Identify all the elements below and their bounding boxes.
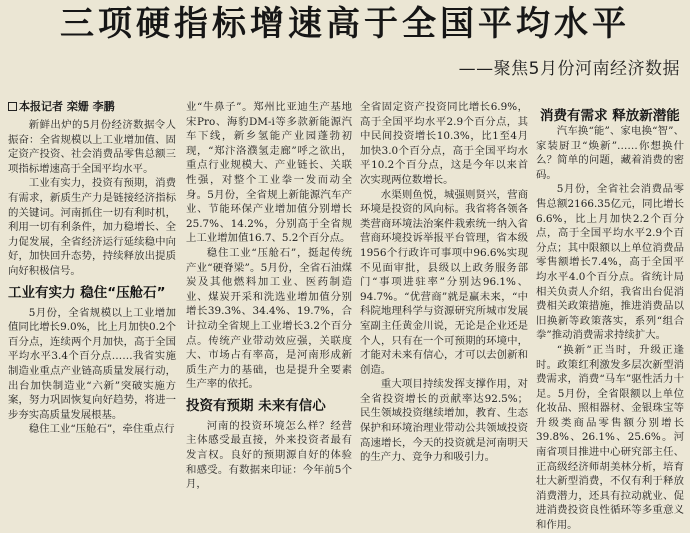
paragraph: 5月份，全省社会消费品零售总额2166.35亿元，同比增长6.6%，比上月加快2.2个百分点，高于全国平均水平2.9个百分点；其中限额以上单位消费品零售额增长7.4%，高于全国平均水平4.0个百分点。省统计局相关负责人介绍，我省出台促消费相关政策措施，推进消费品以旧换新等政策落实，系列“组合拳”推动消费需求持续扩大。 — [536, 183, 684, 342]
byline-text: 本报记者 栾姗 李鹏 — [19, 100, 115, 113]
byline — [8, 99, 178, 115]
paragraph: 5月份，全省规模以上工业增加值同比增长9.0%，比上月加快0.2个百分点，连续两个月加快，高于全国平均水平3.4个百分点……我省实施制造业重点产业链高质量发展行动，出台加快制造业“六新”突破实施方案，努力巩固恢复向好趋势，将进一步夯实高质量发展根基。 — [8, 306, 176, 421]
paragraph: 汽车换“能”、家电换“智”、家装厨卫“焕新”……你想换什么？简单的问题，藏着消费的密码。 — [536, 125, 684, 181]
paragraph: 新鲜出炉的5月份经济数据令人振奋：全省规模以上工业增加值、固定资产投资、社会消费品零售总额三项指标增速高于全国平均水平。 — [8, 119, 176, 175]
paragraph: 水渠则鱼悦，城强则贤兴，营商环境是投资的风向标。我省将各领各类营商环境法治案件栽索统一纳入省营商环境投诉举报平台管理，省本级1956个行政许可事项中96.6%实现不见面审批，县级以上政务服务部门“事项进驻率”分别达96.1%、94.7%。“优营商”就是赢未来，“中科院地理科学与资源研究所城市发展室副主任黄金川说，无论是企业还是个人，只有在一个可预期的环境中，才能对未来有信心，才可以去创新和创造。 — [360, 188, 528, 376]
paragraph: 全省固定资产投资同比增长6.9%，高于全国平均水平2.9个百分点，其中民间投资增长10.3%，比1至4月加快3.0个百分点，高于全国平均水平10.2个百分点，这是今年以来首次实现两位数增长。 — [360, 101, 528, 186]
subheadline: ——聚焦5月份河南经济数据 — [458, 59, 680, 79]
paragraph: “换新”正当时，升级正逢时。政策红利激发多层次新型消费需求，消费“马车”驱性活力十足。5月份，全省限额以上单位化妆品、照相器材、金银珠宝等升级类商品零售额分别增长39.8%、26.1%、25.6%。河南省项目推进中心研究部主任、正高级经济师胡美林分析，培育壮大新型消费，不仅有利于释放消费潜力，还具有拉动就业、促进消费投资良性循环等多重意义和作用。 — [536, 343, 684, 532]
square-bullet-icon — [8, 102, 17, 111]
headline: 三项硬指标增速高于全国平均水平 — [60, 4, 630, 44]
section-heading-investment: 投资有预期 未来有信心 — [186, 397, 326, 414]
paragraph: 稳住工业“压舱石”，牵住重点行 — [28, 423, 175, 436]
paragraph: 重大项目持续发挥支撑作用，对全省投资增长的贡献率达92.5%；民生领域投资继续增加，教育、生态保护和环境治理业带动公共领域投资高速增长，今天的投资就是河南明天的生产力、竞争力和吸引力。 — [360, 378, 528, 464]
paragraph: 稳住工业“压舱石”，挺起传统产业“硬脊梁”。5月份，全省石油煤炭及其他燃料加工业、医药制造业、煤炭开采和洗选业增加值分别增长39.3%、34.4%、19.7%，合计拉动全省规上工业增长3.2个百分点。传统产业带动效应强，关联度大、市场占有率高，是河南形成新质生产力的基础，也是提升全要素生产率的依托。 — [186, 246, 352, 391]
paragraph: 工业有实力，投资有预期，消费有需求，新质生产力是链接经济指标的关键词。河南抓住一切有利时机，利用一切有利条件，加力稳增长、全力促发展，全省经济运行延续稳中向好，加快回升态势，持续释放出提质向好积极信号。 — [8, 177, 176, 277]
paragraph: 河南的投资环境怎么样？经营主体感受最直接，外来投资者最有发言权。良好的预期源自好的体验和感受。有数据来印证：今年前5个月， — [186, 419, 352, 491]
column-2 — [186, 100, 352, 491]
column-3 — [360, 100, 528, 464]
column-1 — [8, 118, 176, 436]
column-4 — [536, 124, 684, 532]
section-heading-consumption: 消费有需求 释放新潜能 — [540, 108, 680, 124]
section-heading-industry: 工业有实力 稳住“压舱石” — [8, 284, 166, 301]
paragraph: 业“牛鼻子”。郑州比亚迪生产基地宋Pro、海豹DM-i等多款新能源汽车下线，新乡氢能产业园蓬勃初现，“郑汴洛濮氢走廊”呼之欲出，重点行业规模大、产业链长、关联性强，对整个工业拳一发而动全身。5月份，全省规上新能源汽车产业、节能环保产业增加值分别增长25.7%、14.2%，分别高于全省规上工业增加值16.7、5.2个百分点。 — [186, 101, 352, 245]
